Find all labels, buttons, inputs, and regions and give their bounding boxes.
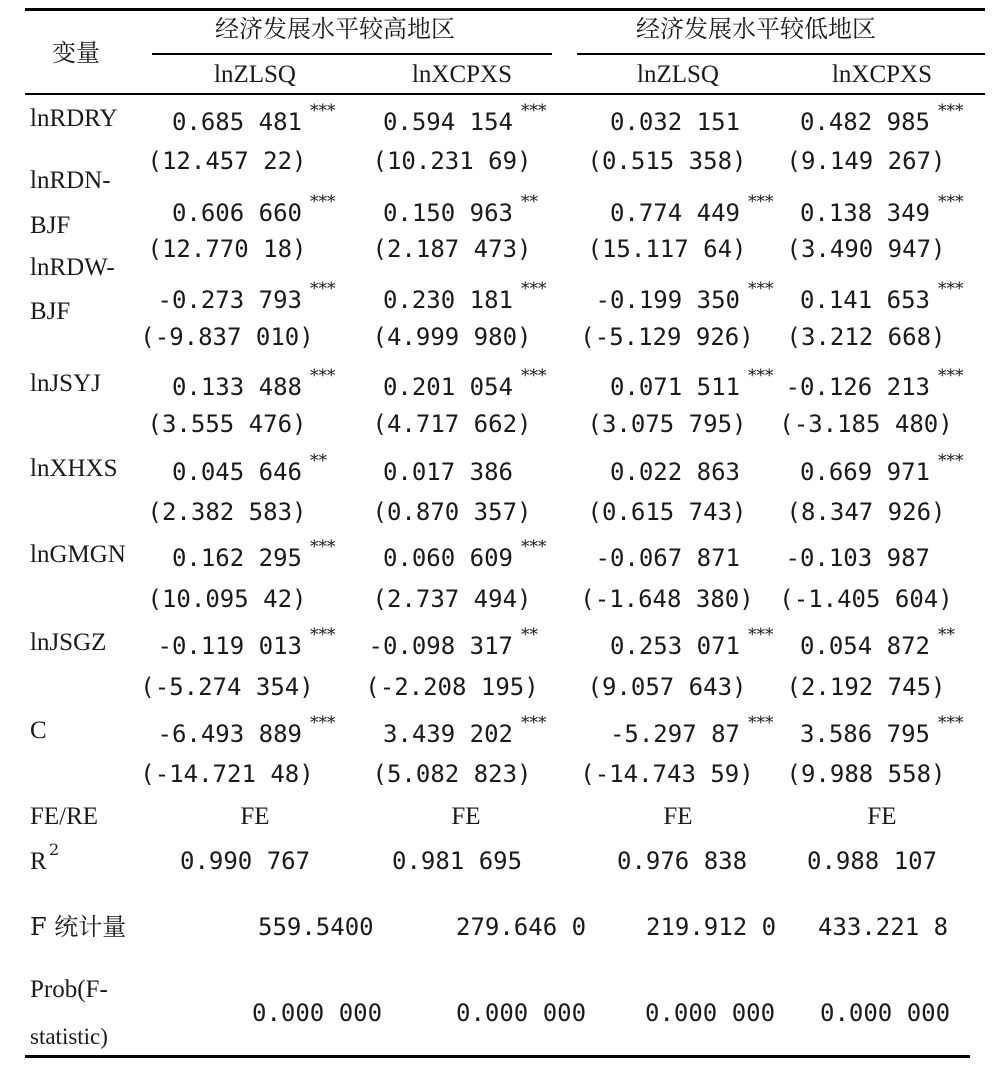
significance-stars: *** [938, 713, 964, 733]
significance-stars: *** [521, 713, 547, 733]
corner-label: 变量 [52, 39, 100, 67]
coef-cell: 0.253 071 [609, 632, 740, 660]
coef-cell: 0.022 863 [609, 458, 740, 486]
t-stat-cell: (-9.837 010) [140, 323, 314, 351]
group-header-low: 经济发展水平较低地区 [636, 15, 876, 43]
t-stat-cell: (5.082 823) [372, 760, 532, 788]
bottom-rule [25, 1055, 970, 1058]
t-stat-cell: (-5.129 926) [580, 323, 754, 351]
coef-cell: 0.162 295 [171, 544, 302, 572]
significance-stars: *** [310, 192, 336, 212]
t-stat-cell: (10.095 42) [147, 585, 307, 613]
significance-stars: *** [310, 537, 336, 557]
f-value-4: 433.221 8 [818, 913, 949, 941]
row-label: C [30, 717, 47, 744]
group-rule-high [152, 53, 552, 55]
coef-cell: 0.230 181 [382, 286, 513, 314]
fe-value-3: FE [663, 803, 693, 830]
row-label: lnRDN- [30, 167, 111, 194]
row-label: lnJSYJ [30, 370, 101, 397]
t-stat-cell: (9.988 558) [786, 760, 946, 788]
col-header-3: lnZLSQ [637, 61, 719, 88]
coef-cell: -0.199 350 [595, 286, 740, 314]
t-stat-cell: (2.382 583) [147, 498, 307, 526]
col-header-2: lnXCPXS [411, 61, 513, 88]
t-stat-cell: (0.615 743) [587, 498, 747, 526]
significance-stars: ** [310, 451, 327, 471]
t-stat-cell: (9.149 267) [786, 147, 946, 175]
t-stat-cell: (-1.648 380) [580, 585, 754, 613]
significance-stars: *** [748, 279, 774, 299]
significance-stars: *** [938, 192, 964, 212]
t-stat-cell: (-1.405 604) [779, 585, 953, 613]
significance-stars: *** [938, 451, 964, 471]
significance-stars: *** [310, 366, 336, 386]
coef-cell: 0.017 386 [382, 458, 513, 486]
significance-stars: *** [310, 625, 336, 645]
t-stat-cell: (-3.185 480) [779, 410, 953, 438]
r2-value-2: 0.981 695 [392, 847, 523, 875]
header-rule [25, 93, 985, 95]
coef-cell: 0.150 963 [382, 199, 513, 227]
r2-value-3: 0.976 838 [617, 847, 748, 875]
t-stat-cell: (2.192 745) [786, 673, 946, 701]
significance-stars: *** [748, 625, 774, 645]
coef-cell: -0.119 013 [157, 632, 302, 660]
t-stat-cell: (-14.721 48) [140, 760, 314, 788]
r2-superscript: 2 [49, 840, 60, 859]
coef-cell: 0.594 154 [382, 108, 513, 136]
row-label: lnJSGZ [30, 629, 107, 656]
group-header-high: 经济发展水平较高地区 [215, 15, 455, 43]
row-label: lnRDRY [30, 105, 118, 132]
coef-cell: -5.297 87 [609, 720, 740, 748]
fe-value-4: FE [867, 803, 897, 830]
coef-cell: 0.685 481 [171, 108, 302, 136]
prob-label-line2: statistic) [30, 1024, 108, 1049]
f-label: F 统计量 [30, 913, 127, 941]
t-stat-cell: (4.717 662) [372, 410, 532, 438]
coef-cell: 0.774 449 [609, 199, 740, 227]
coef-cell: -0.067 871 [595, 544, 740, 572]
t-stat-cell: (-5.274 354) [140, 673, 314, 701]
t-stat-cell: (4.999 980) [372, 323, 532, 351]
r2-value-1: 0.990 767 [180, 847, 311, 875]
t-stat-cell: (3.490 947) [786, 235, 946, 263]
significance-stars: *** [310, 279, 336, 299]
t-stat-cell: (0.515 358) [587, 147, 747, 175]
row-label: lnXHXS [30, 455, 118, 482]
coef-cell: 0.060 609 [382, 544, 513, 572]
coef-cell: 0.141 653 [799, 286, 930, 314]
prob-label-line1: Prob(F- [30, 976, 108, 1003]
t-stat-cell: (12.457 22) [147, 147, 307, 175]
coef-cell: 0.138 349 [799, 199, 930, 227]
coef-cell: -0.273 793 [157, 286, 302, 314]
prob-value-4: 0.000 000 [820, 999, 951, 1027]
t-stat-cell: (0.870 357) [372, 498, 532, 526]
t-stat-cell: (2.187 473) [372, 235, 532, 263]
prob-value-2: 0.000 000 [456, 999, 587, 1027]
coef-cell: 0.133 488 [171, 373, 302, 401]
prob-value-1: 0.000 000 [252, 999, 383, 1027]
coef-cell: -0.103 987 [785, 544, 930, 572]
t-stat-cell: (8.347 926) [786, 498, 946, 526]
t-stat-cell: (2.737 494) [372, 585, 532, 613]
significance-stars: *** [938, 279, 964, 299]
coef-cell: 0.054 872 [799, 632, 930, 660]
fe-label: FE/RE [30, 803, 99, 830]
t-stat-cell: (3.212 668) [786, 323, 946, 351]
significance-stars: *** [748, 366, 774, 386]
significance-stars: *** [748, 713, 774, 733]
row-label: lnGMGN [30, 541, 126, 568]
significance-stars: *** [310, 713, 336, 733]
significance-stars: ** [521, 625, 538, 645]
significance-stars: *** [938, 101, 964, 121]
t-stat-cell: (3.555 476) [147, 410, 307, 438]
significance-stars: ** [521, 192, 538, 212]
coef-cell: -0.126 213 [785, 373, 930, 401]
col-header-1: lnZLSQ [214, 61, 296, 88]
t-stat-cell: (9.057 643) [587, 673, 747, 701]
r2-label: R [30, 848, 47, 875]
fe-value-1: FE [240, 803, 270, 830]
t-stat-cell: (10.231 69) [372, 147, 532, 175]
significance-stars: *** [521, 537, 547, 557]
significance-stars: *** [310, 101, 336, 121]
top-rule [25, 8, 985, 11]
row-label: lnRDW- [30, 254, 115, 281]
r2-value-4: 0.988 107 [807, 847, 938, 875]
coef-cell: 0.071 511 [609, 373, 740, 401]
coef-cell: 0.201 054 [382, 373, 513, 401]
significance-stars: ** [938, 625, 955, 645]
row-label: BJF [30, 298, 71, 325]
coef-cell: -0.098 317 [368, 632, 513, 660]
coef-cell: 0.669 971 [799, 458, 930, 486]
prob-value-3: 0.000 000 [645, 999, 776, 1027]
coef-cell: 0.482 985 [799, 108, 930, 136]
coef-cell: 3.439 202 [382, 720, 513, 748]
t-stat-cell: (-14.743 59) [580, 760, 754, 788]
row-label: BJF [30, 212, 71, 239]
coef-cell: 0.606 660 [171, 199, 302, 227]
t-stat-cell: (15.117 64) [587, 235, 747, 263]
group-rule-low [577, 53, 985, 55]
significance-stars: *** [521, 366, 547, 386]
t-stat-cell: (12.770 18) [147, 235, 307, 263]
coef-cell: 3.586 795 [799, 720, 930, 748]
t-stat-cell: (-2.208 195) [365, 673, 539, 701]
coef-cell: -6.493 889 [157, 720, 302, 748]
significance-stars: *** [748, 192, 774, 212]
f-value-3: 219.912 0 [646, 913, 777, 941]
significance-stars: *** [521, 101, 547, 121]
significance-stars: *** [938, 366, 964, 386]
fe-value-2: FE [451, 803, 481, 830]
f-value-1: 559.5400 [258, 913, 374, 941]
t-stat-cell: (3.075 795) [587, 410, 747, 438]
col-header-4: lnXCPXS [831, 61, 933, 88]
coef-cell: 0.045 646 [171, 458, 302, 486]
coef-cell: 0.032 151 [609, 108, 740, 136]
significance-stars: *** [521, 279, 547, 299]
f-value-2: 279.646 0 [456, 913, 587, 941]
